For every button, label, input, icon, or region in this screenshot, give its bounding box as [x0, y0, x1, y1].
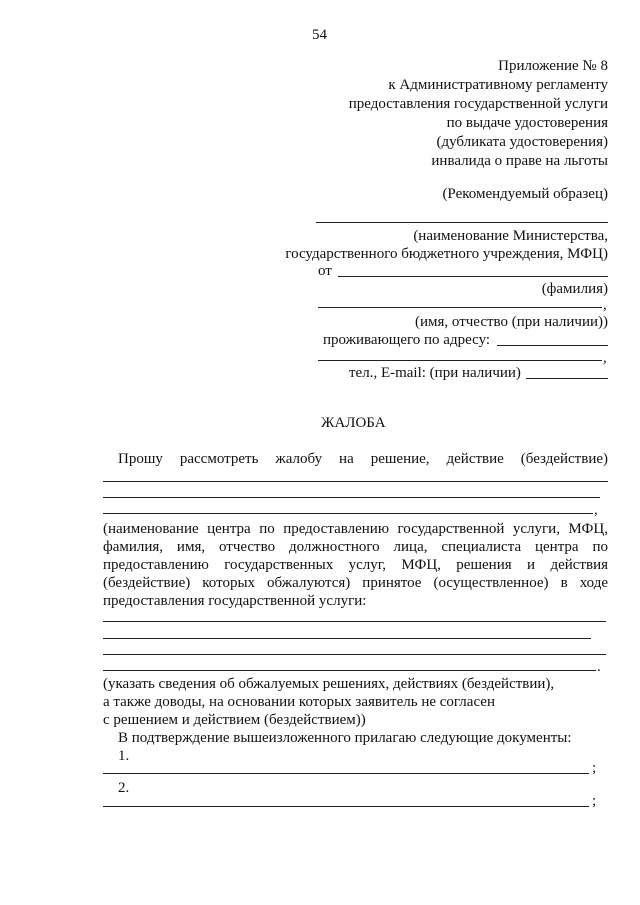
- attachment-2-number: 2.: [118, 780, 130, 796]
- surname-caption: (фамилия): [541, 281, 608, 297]
- address-line-comma: ,: [603, 350, 607, 366]
- address-line-1[interactable]: [497, 345, 608, 346]
- address-label: проживающего по адресу:: [323, 332, 491, 348]
- org-name-line[interactable]: [316, 222, 608, 223]
- complaint-line-2[interactable]: [103, 497, 600, 498]
- caption-2-line-1: (указать сведения об обжалуемых решениях, действиях (бездействии),: [103, 676, 555, 692]
- appendix-line-6: инвалида о праве на льготы: [431, 153, 608, 169]
- caption-1-line-3: предоставлению государственных услуг, МФЦ, решения и действия: [103, 557, 608, 573]
- surname-line[interactable]: [338, 276, 608, 277]
- complaint-line-3[interactable]: [103, 513, 593, 514]
- document-title: ЖАЛОБА: [321, 415, 386, 431]
- appendix-line-4: по выдаче удостоверения: [446, 115, 608, 131]
- request-line: [118, 450, 608, 468]
- sample-note: (Рекомендуемый образец): [442, 186, 608, 202]
- name-line-comma: ,: [603, 297, 607, 313]
- org-caption-2: государственного бюджетного учреждения, МФЦ): [285, 246, 608, 262]
- name-line[interactable]: [318, 307, 602, 308]
- details-line-1[interactable]: [103, 621, 606, 622]
- complaint-line-comma: ,: [594, 502, 598, 518]
- attachment-1-line[interactable]: [103, 773, 589, 774]
- contact-label: тел., E-mail: (при наличии): [349, 365, 521, 381]
- attachment-2-terminator: ;: [592, 793, 597, 809]
- details-line-period: .: [597, 659, 601, 675]
- caption-2-line-3: с решением и действием (бездействием)): [103, 712, 366, 728]
- caption-1-line-5: предоставления государственной услуги:: [103, 593, 367, 609]
- caption-1-line-4: (бездействие) которых обжалуются) принятое (осуществленное) в ходе: [103, 575, 608, 591]
- caption-2-line-2: а также доводы, на основании которых заявитель не согласен: [103, 694, 495, 710]
- name-caption: (имя, отчество (при наличии)): [414, 314, 608, 330]
- org-caption-1: (наименование Министерства,: [413, 228, 608, 244]
- details-line-2[interactable]: [103, 638, 591, 639]
- request-text: Прошу рассмотреть жалобу на решение, действие (бездействие): [118, 451, 608, 467]
- caption-1-line-2: фамилия, имя, отчество должностного лица, специалиста центра по: [103, 539, 608, 555]
- page-number: 54: [312, 27, 327, 43]
- from-label: от: [318, 263, 332, 279]
- attachment-1-number: 1.: [118, 748, 130, 764]
- appendix-line-5: (дубликата удостоверения): [436, 134, 608, 150]
- attachment-2-line[interactable]: [103, 806, 589, 807]
- appendix-line-3: предоставления государственной услуги: [348, 96, 608, 112]
- appendix-line-1: Приложение № 8: [498, 58, 608, 74]
- contact-line[interactable]: [526, 378, 608, 379]
- caption-1-line-1: (наименование центра по предоставлению государственной услуги, МФЦ,: [103, 521, 608, 537]
- address-line-2[interactable]: [318, 360, 602, 361]
- attachments-intro: В подтверждение вышеизложенного прилагаю следующие документы:: [118, 730, 572, 746]
- attachment-1-terminator: ;: [592, 760, 597, 776]
- details-line-3[interactable]: [103, 654, 606, 655]
- details-line-4[interactable]: [103, 670, 596, 671]
- complaint-line-1[interactable]: [103, 481, 608, 482]
- appendix-line-2: к Административному регламенту: [388, 77, 608, 93]
